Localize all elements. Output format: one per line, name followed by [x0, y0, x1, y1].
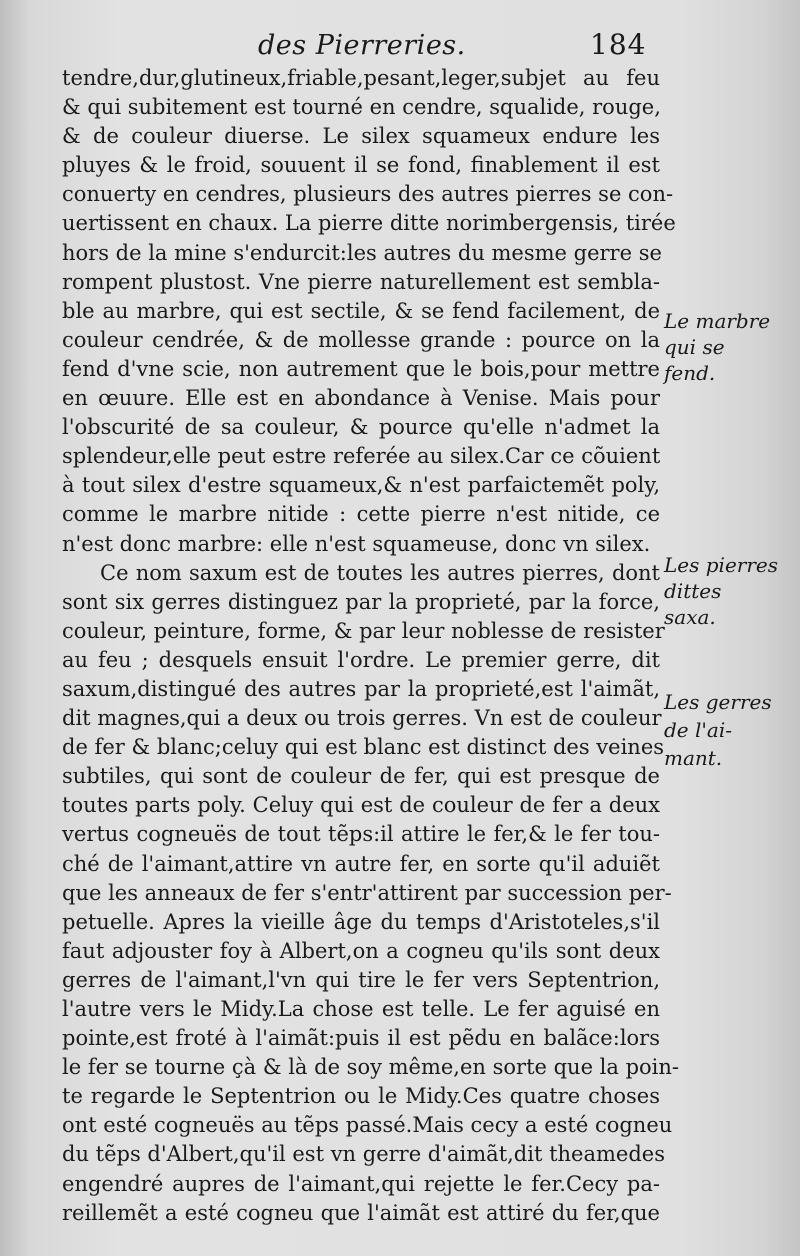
text-line: rompent plustost. Vne pierre naturellement est sembla- — [62, 269, 660, 294]
text-line: ble au marbre, qui est sectile, & se fend facilement, de — [62, 298, 660, 323]
text-line: l'autre vers le Midy.La chose est telle. Le fer aguisé en — [62, 997, 660, 1021]
text-line: ont esté cogneuës au tẽps passé.Mais cecy a esté cogneu — [62, 1113, 673, 1138]
running-head: des Pierreries. — [258, 30, 466, 61]
text-line: au feu ; desquels ensuit l'ordre. Le premier gerre, dit — [62, 647, 660, 672]
text-line: & de couleur diuerse. Le silex squameux endure les — [62, 124, 660, 149]
margin-note-line: Les gerres — [664, 690, 772, 714]
page-number: 184 — [590, 28, 647, 61]
text-line: de fer & blanc;celuy qui est blanc est distinct des veines — [62, 735, 665, 760]
text-line: que les anneaux de fer s'entr'attirent par succession per- — [62, 880, 672, 905]
margin-note-line: qui se — [664, 335, 725, 359]
text-line: couleur, peinture, forme, & par leur noblesse de resister — [62, 618, 665, 643]
text-line: couleur cendrée, & de mollesse grande : pource on la — [62, 327, 660, 352]
text-line: du tẽps d'Albert,qu'il est vn gerre d'aimãt,dit theamedes — [62, 1142, 665, 1167]
margin-note-line: Le marbre — [664, 309, 771, 333]
text-line: sont six gerres distinguez par la proprieté, par la force, — [62, 589, 660, 614]
text-line: ché de l'aimant,attire vn autre fer, en sorte qu'il aduiẽt — [62, 851, 660, 876]
text-line: pluyes & le froid, souuent il se fond, finablement il est — [62, 153, 660, 178]
margin-note-line: fend. — [664, 361, 716, 385]
text-line: faut adjouster foy à Albert,on a cogneu qu'ils sont deux — [62, 938, 660, 963]
text-line: le fer se tourne çà & là de soy même,en sorte que la poin- — [62, 1055, 680, 1080]
text-line: saxum,distingué des autres par la proprieté,est l'aimãt, — [62, 676, 660, 701]
text-line: petuelle. Apres la vieille âge du temps d'Aristoteles,s'il — [62, 909, 660, 934]
margin-note-saxa — [664, 552, 794, 630]
text-line: conuerty en cendres, plusieurs des autres pierres se con- — [62, 182, 674, 207]
text-line: splendeur,elle peut estre referée au silex.Car ce cõuient — [62, 444, 661, 469]
paragraph-start-line: Ce nom saxum est de toutes les autres pierres, dont — [100, 560, 660, 585]
text-line: toutes parts poly. Celuy qui est de couleur de fer a deux — [62, 793, 660, 818]
margin-note-line: dittes — [664, 579, 722, 603]
main-text-block — [62, 64, 680, 1228]
text-line: en œuure. Elle est en abondance à Venise. Mais pour — [62, 386, 660, 411]
text-line: subtiles, qui sont de couleur de fer, qui est presque de — [62, 764, 660, 789]
text-line: pointe,est froté à l'aimãt:puis il est pẽdu en balãce:lors — [62, 1026, 660, 1051]
text-line: fend d'vne scie, non autrement que le bois,pour mettre — [62, 356, 660, 381]
margin-note-line: mant. — [664, 746, 723, 770]
text-line: l'obscurité de sa couleur, & pource qu'elle n'admet la — [62, 415, 660, 440]
text-line: engendré aupres de l'aimant,qui rejette le fer.Cecy pa- — [62, 1171, 660, 1196]
text-line: à tout silex d'estre squameux,& n'est parfaictemẽt poly, — [62, 473, 660, 498]
margin-note-line: Les pierres — [664, 553, 778, 577]
paragraph-end-line: n'est donc marbre: elle n'est squameuse, donc vn silex. — [62, 531, 651, 556]
text-line: vertus cogneuës de tout tẽps:il attire le fer,& le fer tou- — [62, 822, 660, 847]
text-line: uertissent en chaux. La pierre ditte norimbergensis, tirée — [62, 211, 676, 236]
page-header — [0, 26, 800, 66]
text-line: comme le marbre nitide : cette pierre n'est nitide, ce — [62, 502, 660, 527]
text-line: & qui subitement est tourné en cendre, squalide, rouge, — [62, 95, 661, 120]
text-line: reillemẽt a esté cogneu que l'aimãt est attiré du fer,que — [62, 1200, 660, 1225]
text-line: te regarde le Septentrion ou le Midy.Ces quatre choses — [62, 1084, 660, 1109]
margin-note-line: saxa. — [664, 605, 716, 629]
text-line: gerres de l'aimant,l'vn qui tire le fer vers Septentrion, — [62, 967, 660, 992]
text-line: hors de la mine s'endurcit:les autres du mesme gerre se — [62, 240, 662, 265]
text-line: dit magnes,qui a deux ou trois gerres. Vn est de couleur — [62, 706, 662, 731]
margin-note-aimant — [664, 688, 794, 772]
margin-note-marble — [664, 308, 794, 386]
margin-note-line: de l'ai- — [664, 718, 732, 742]
text-line: tendre,dur,glutineux,friable,pesant,leger,subjet au feu — [62, 66, 660, 90]
